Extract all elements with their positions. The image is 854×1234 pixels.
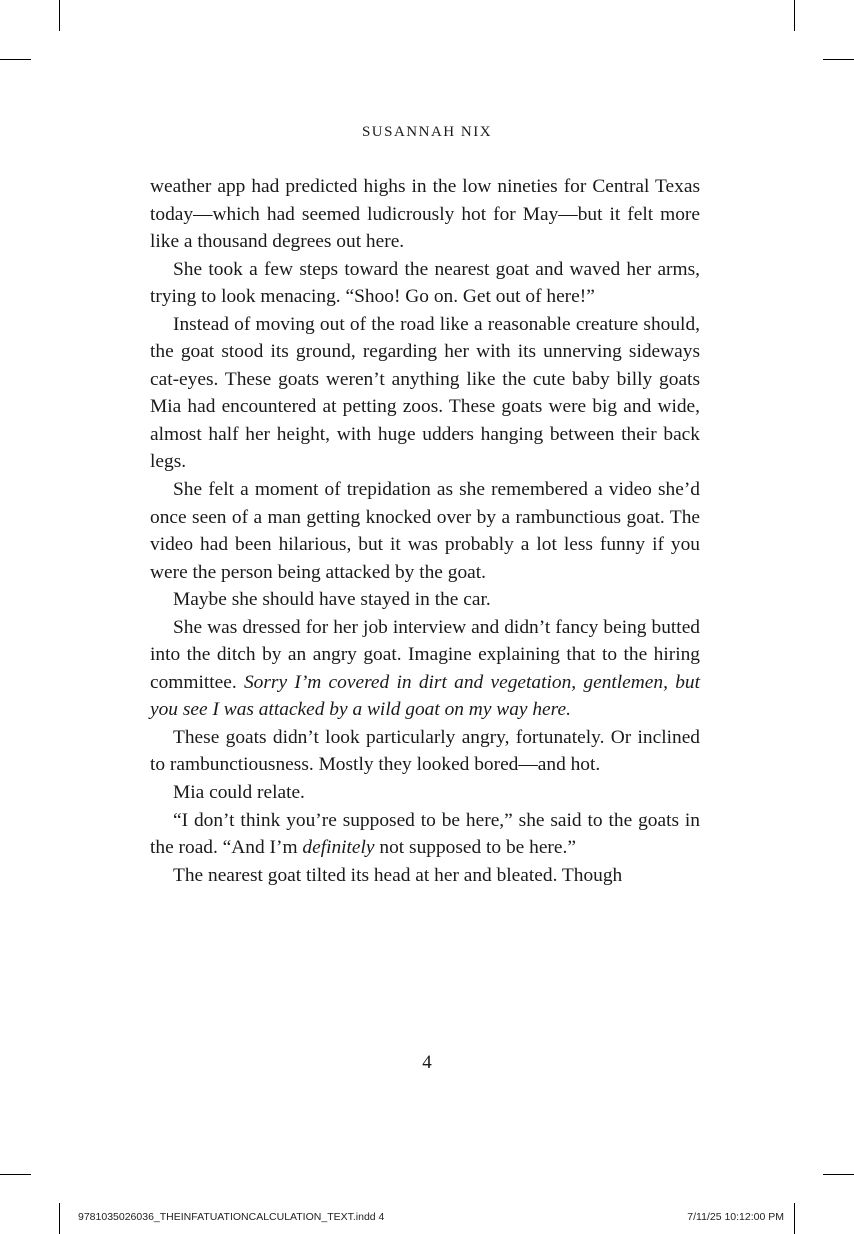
paragraph: The nearest goat tilted its head at her and bleated. Though [173,864,623,886]
italic-text: Sorry I’m covered in dirt and vegetation, gentlemen, but you see I was attacked by a wild goat on my way here. [150,671,700,721]
crop-mark-top-right-vertical [794,0,795,31]
crop-mark-bottom-right-horizontal [823,1174,854,1175]
paragraph-text: She was dressed for her job interview and didn’t fancy being butted into the ditch by an angry goat. Imagine explaining that to the hiring committee. [150,616,700,693]
paragraph: Mia could relate. [173,782,305,804]
body-text [150,173,700,889]
crop-mark-bottom-left-horizontal [0,1174,31,1175]
crop-mark-top-left-vertical [59,0,60,31]
crop-mark-top-right-horizontal [823,59,854,60]
crop-mark-bottom-right-vertical [794,1203,795,1234]
crop-mark-bottom-left-vertical [59,1203,60,1234]
running-head: SUSANNAH NIX [361,124,493,140]
crop-mark-top-left-horizontal [0,59,31,60]
paragraph [150,614,700,724]
paragraph: Maybe she should have stayed in the car. [173,589,491,611]
paragraph: Instead of moving out of the road like a reasonable creature should, the goat stood its ground, regarding her with its unnerving sideways cat-eyes. These goats weren’t anything like the cute baby billy goats Mia had encountered at petting zoos. These goats were big and wide, almost half her height, with huge udders hanging between their back legs. [150,313,700,473]
slug-timestamp: 7/11/25 10:12:00 PM [687,1211,784,1223]
page-number: 4 [422,1052,432,1073]
paragraph: She took a few steps toward the nearest goat and waved her arms, trying to look menacing. “Shoo! Go on. Get out of here!” [150,258,700,308]
paragraph: weather app had predicted highs in the low nineties for Central Texas today—which had seemed ludicrously hot for May—but it felt more like a thousand degrees out here. [150,176,700,253]
paragraph: She felt a moment of trepidation as she remembered a video she’d once seen of a man getting knocked over by a rambunctious goat. The video had been hilarious, but it was probably a lot less funny if you were the person being attacked by the goat. [150,479,700,583]
paragraph-text: “I don’t think you’re supposed to be here,” she said to the goats in the road. “And I’m [150,809,700,859]
paragraph [150,807,700,862]
paragraph-text: not supposed to be here.” [374,837,576,859]
italic-text: definitely [302,837,375,859]
slug-filename: 9781035026036_THEINFATUATIONCALCULATION_TEXT.indd 4 [78,1211,385,1223]
paragraph: These goats didn’t look particularly angry, fortunately. Or inclined to rambunctiousness. Mostly they looked bored—and hot. [150,726,700,776]
